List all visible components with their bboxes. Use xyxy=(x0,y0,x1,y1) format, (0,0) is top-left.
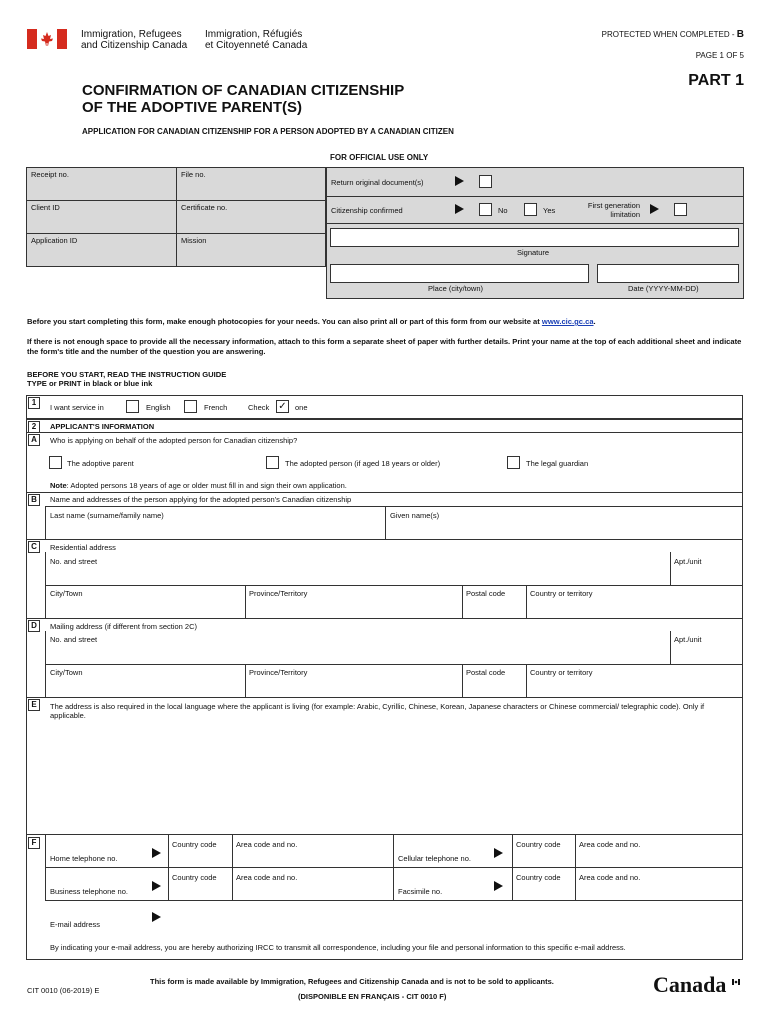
confirmed-yes-label: Yes xyxy=(543,206,556,215)
section-f-letter: F xyxy=(28,837,40,849)
section-a-question: Who is applying on behalf of the adopted person for Canadian citizenship? xyxy=(50,436,298,445)
client-id-label: Client ID xyxy=(31,203,60,212)
first-gen-line2: limitation xyxy=(610,210,640,219)
res-street-label[interactable]: No. and street xyxy=(50,557,98,566)
adopted-person-label: The adopted person (if aged 18 years or older) xyxy=(285,459,441,468)
section-d-text: Mailing address (if different from section 2C) xyxy=(50,622,198,631)
applicant-info-heading: APPLICANT'S INFORMATION xyxy=(50,422,155,431)
arrow-right-icon xyxy=(152,881,161,891)
home-country-code[interactable]: Country code xyxy=(172,840,217,849)
given-names-label[interactable]: Given name(s) xyxy=(390,511,440,520)
english-label: English xyxy=(146,403,171,412)
protected-letter: B xyxy=(736,29,744,40)
agency-fr-line2: et Citoyenneté Canada xyxy=(205,40,308,51)
email-label: E-mail address xyxy=(50,920,101,929)
arrow-right-icon xyxy=(455,176,464,186)
section-e-text: The address is also required in the local language where the applicant is living (for example: Arabic, Cyrillic, Chinese, Korean, Japanese characters or Chinese commercial/ telegraphic code). Only if applicable. xyxy=(50,702,705,720)
section-e-letter: E xyxy=(28,699,40,711)
res-apt-label[interactable]: Apt./unit xyxy=(674,557,702,566)
section-c-text: Residential address xyxy=(50,543,116,552)
section-c-letter: C xyxy=(28,541,40,553)
first-gen-checkbox[interactable] xyxy=(674,203,687,216)
section-d-letter: D xyxy=(28,620,40,632)
fax-label: Facsimile no. xyxy=(398,887,443,896)
q1-number: 1 xyxy=(28,397,40,409)
instruction-p1-end: . xyxy=(593,317,596,326)
mail-street-label[interactable]: No. and street xyxy=(50,635,98,644)
arrow-right-icon xyxy=(494,848,503,858)
place-field[interactable] xyxy=(330,264,589,283)
canada-wordmark: Canada xyxy=(653,972,727,997)
english-checkbox[interactable] xyxy=(126,400,139,413)
agency-en-line2: and Citizenship Canada xyxy=(81,40,188,51)
title-line1: CONFIRMATION OF CANADIAN CITIZENSHIP xyxy=(82,82,405,99)
citizenship-confirmed-label: Citizenship confirmed xyxy=(331,206,403,215)
mail-city-label[interactable]: City/Town xyxy=(50,668,83,677)
adoptive-parent-checkbox[interactable] xyxy=(49,456,62,469)
agency-en-line1: Immigration, Refugees xyxy=(81,29,182,40)
mission-label: Mission xyxy=(181,236,207,245)
q2-number: 2 xyxy=(28,421,40,433)
instruction-p1-text: Before you start completing this form, make enough photocopies for your needs. You can also print all or part of this form from our website at xyxy=(27,317,542,326)
local-language-address-area[interactable] xyxy=(45,723,743,833)
place-label: Place (city/town) xyxy=(428,284,484,293)
first-gen-line1: First generation xyxy=(587,201,640,210)
date-field[interactable] xyxy=(597,264,739,283)
arrow-right-icon xyxy=(455,204,464,214)
cell-phone-label: Cellular telephone no. xyxy=(398,854,471,863)
signature-field[interactable] xyxy=(330,228,739,247)
email-input[interactable] xyxy=(168,904,738,930)
instruction-photocopies xyxy=(27,317,743,327)
confirmed-yes-checkbox[interactable] xyxy=(524,203,537,216)
protected-text: PROTECTED WHEN COMPLETED - xyxy=(601,30,737,39)
arrow-right-icon xyxy=(494,881,503,891)
fax-country-code[interactable]: Country code xyxy=(516,873,561,882)
arrow-right-icon xyxy=(152,912,161,922)
file-label: File no. xyxy=(181,170,206,179)
instruction-guide-line1: BEFORE YOU START, READ THE INSTRUCTION GUIDE xyxy=(27,370,227,379)
section-b-text: Name and addresses of the person applying for the adopted person's Canadian citizenship xyxy=(50,495,352,504)
checkmark-icon: ✓ xyxy=(276,400,289,413)
signature-label: Signature xyxy=(517,248,550,257)
legal-guardian-label: The legal guardian xyxy=(526,459,589,468)
canada-flag-icon xyxy=(27,29,67,49)
business-phone-label: Business telephone no. xyxy=(50,887,128,896)
home-phone-label: Home telephone no. xyxy=(50,854,118,863)
last-name-label[interactable]: Last name (surname/family name) xyxy=(50,511,164,520)
return-docs-label: Return original document(s) xyxy=(331,178,424,187)
instruction-guide-line2: TYPE or PRINT in black or blue ink xyxy=(27,379,153,388)
section-a-note xyxy=(50,481,347,490)
arrow-right-icon xyxy=(650,204,659,214)
agency-name-fr xyxy=(205,29,307,51)
mail-country-label[interactable]: Country or territory xyxy=(530,668,593,677)
note-bold: Note xyxy=(50,481,67,490)
email-consent-text: By indicating your e-mail address, you are hereby authorizing IRCC to transmit all correspondence, including your file and personal information to this specific e-mail address. xyxy=(50,943,626,952)
instruction-guide xyxy=(27,370,226,388)
service-language-label: I want service in xyxy=(50,403,104,412)
protected-label xyxy=(602,30,744,40)
confirmed-no-checkbox[interactable] xyxy=(479,203,492,216)
res-province-label[interactable]: Province/Territory xyxy=(249,589,308,598)
return-docs-checkbox[interactable] xyxy=(479,175,492,188)
french-label: French xyxy=(204,403,228,412)
page-subtitle: APPLICATION FOR CANADIAN CITIZENSHIP FOR A PERSON ADOPTED BY A CANADIAN CITIZEN xyxy=(82,127,454,136)
legal-guardian-checkbox[interactable] xyxy=(507,456,520,469)
arrow-right-icon xyxy=(152,848,161,858)
res-city-label[interactable]: City/Town xyxy=(50,589,83,598)
website-link[interactable]: www.cic.gc.ca xyxy=(541,317,594,326)
confirmed-no-label: No xyxy=(498,206,508,215)
res-country-label[interactable]: Country or territory xyxy=(530,589,593,598)
title-line2: OF THE ADOPTIVE PARENT(S) xyxy=(82,99,303,116)
mail-postal-label[interactable]: Postal code xyxy=(466,668,506,677)
one-label: one xyxy=(295,403,308,412)
note-text: : Adopted persons 18 years of age or older must fill in and sign their own application. xyxy=(66,481,347,490)
certificate-label: Certificate no. xyxy=(181,203,228,212)
page-number: PAGE 1 OF 5 xyxy=(695,51,744,60)
adoptive-parent-label: The adoptive parent xyxy=(67,459,134,468)
part-label: PART 1 xyxy=(688,72,744,89)
business-country-code[interactable]: Country code xyxy=(172,873,217,882)
instruction-extra-sheet: If there is not enough space to provide all the necessary information, attach to this form a separate sheet of paper with further details. Print your name at the top of each additional sheet and indicate the form's title and the number of the question you are answering. xyxy=(27,337,742,356)
date-label: Date (YYYY-MM-DD) xyxy=(628,284,699,293)
first-gen-label xyxy=(572,201,640,219)
page-title xyxy=(82,82,404,116)
footer-french-notice: (DISPONIBLE EN FRANÇAIS - CIT 0010 F) xyxy=(298,992,447,1001)
cell-country-code[interactable]: Country code xyxy=(516,840,561,849)
receipt-label: Receipt no. xyxy=(31,170,69,179)
home-area-code[interactable]: Area code and no. xyxy=(236,840,298,849)
french-checkbox[interactable] xyxy=(184,400,197,413)
business-area-code[interactable]: Area code and no. xyxy=(236,873,298,882)
fax-area-code[interactable]: Area code and no. xyxy=(579,873,641,882)
agency-fr-line1: Immigration, Réfugiés xyxy=(205,29,303,40)
check-label: Check xyxy=(248,403,270,412)
section-b-letter: B xyxy=(28,494,40,506)
application-id-label: Application ID xyxy=(31,236,78,245)
official-use-heading: FOR OFFICIAL USE ONLY xyxy=(330,153,429,162)
footer-notice: This form is made available by Immigration, Refugees and Citizenship Canada and is not to be sold to applicants. xyxy=(150,977,554,986)
res-postal-label[interactable]: Postal code xyxy=(466,589,506,598)
wordmark-flag-icon xyxy=(732,972,740,978)
form-code: CIT 0010 (06-2019) E xyxy=(27,986,100,995)
mail-province-label[interactable]: Province/Territory xyxy=(249,668,308,677)
cell-area-code[interactable]: Area code and no. xyxy=(579,840,641,849)
adopted-person-checkbox[interactable] xyxy=(266,456,279,469)
mail-apt-label[interactable]: Apt./unit xyxy=(674,635,702,644)
section-a-letter: A xyxy=(28,434,40,446)
agency-name-en xyxy=(81,29,187,51)
